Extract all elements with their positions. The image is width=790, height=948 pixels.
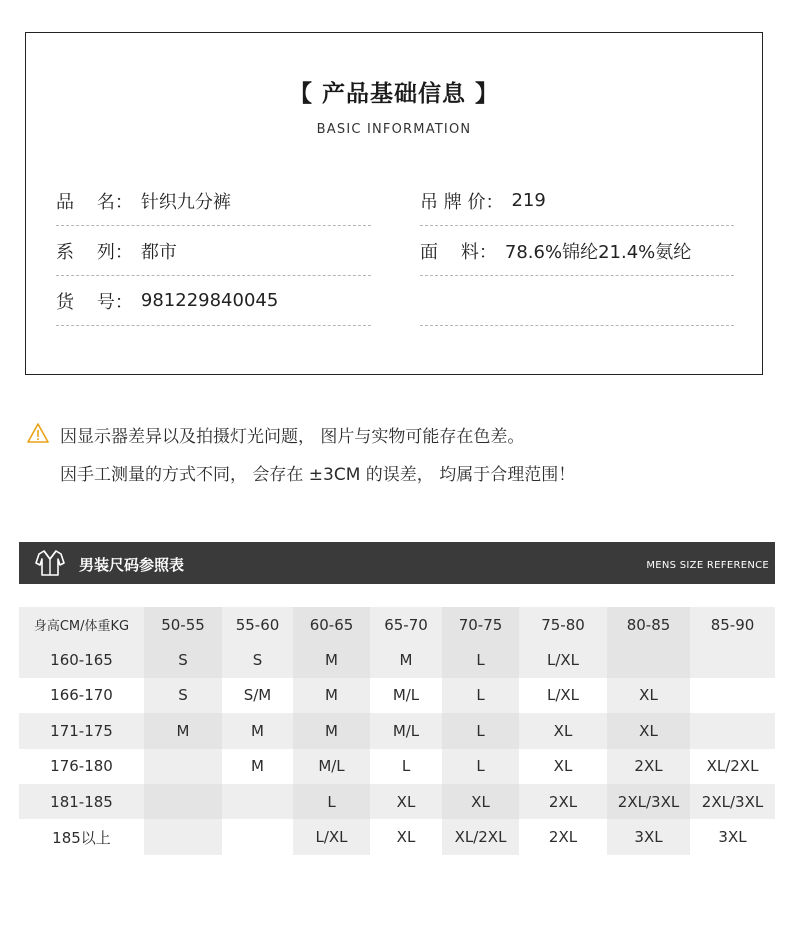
weight-header: 55-60 [222,607,293,642]
size-cell: 3XL [607,819,690,854]
size-cell: M [293,642,370,677]
size-cell: XL [519,713,607,748]
weight-header: 80-85 [607,607,690,642]
size-cell [690,713,775,748]
size-cell [144,819,222,854]
size-cell [222,784,293,819]
size-cell: L [442,749,519,784]
size-cell: XL/2XL [442,819,519,854]
size-cell: 2XL [607,749,690,784]
size-cell: XL [607,678,690,713]
info-subtitle: BASIC INFORMATION [316,122,472,137]
info-title: 【 产品基础信息 】 [288,81,499,107]
height-cell: 185以上 [19,819,144,854]
info-value: 都市 [140,241,177,263]
info-row-price [420,176,734,226]
size-cell [607,642,690,677]
weight-header: 65-70 [370,607,442,642]
size-cell: L [442,678,519,713]
info-row-fabric [420,226,734,276]
size-cell: M [370,642,442,677]
size-cell: L [293,784,370,819]
shirt-logo-icon [35,549,65,577]
size-cell: L/XL [519,678,607,713]
size-cell: M [222,713,293,748]
size-cell [144,749,222,784]
weight-header: 70-75 [442,607,519,642]
height-cell: 166-170 [19,678,144,713]
size-cell: M [293,713,370,748]
notice-text: 因手工测量的方式不同， 会存在 ±3CM 的误差， 均属于合理范围！ [60,465,576,485]
size-chart-reference: MENS SIZE REFERENCE [646,560,769,571]
info-value: 981229840045 [140,290,279,311]
size-cell: M/L [293,749,370,784]
info-label: 品 名： [56,191,133,213]
weight-header: 85-90 [690,607,775,642]
size-cell: S [144,642,222,677]
table-corner-header: 身高CM/体重KG [19,607,144,642]
product-info-box [25,32,763,375]
size-cell [690,678,775,713]
size-cell: M [144,713,222,748]
info-value: 78.6%锦纶21.4%氨纶 [504,241,692,263]
size-cell: L [370,749,442,784]
weight-header: 50-55 [144,607,222,642]
info-label: 货 号： [56,291,133,313]
height-cell: 171-175 [19,713,144,748]
info-label: 系 列： [56,241,133,263]
size-chart-title: 男装尺码参照表 [79,556,185,574]
size-cell: XL [607,713,690,748]
size-cell [144,784,222,819]
info-label: 吊 牌 价： [420,191,504,213]
size-cell [690,642,775,677]
info-value: 219 [511,190,546,211]
size-chart-header [19,542,775,584]
size-cell: M/L [370,713,442,748]
info-row-series [56,226,371,276]
size-cell: XL/2XL [690,749,775,784]
size-cell: M [222,749,293,784]
info-row-empty [420,276,734,326]
size-cell: 2XL/3XL [607,784,690,819]
size-cell: M [293,678,370,713]
info-label: 面 料： [420,241,497,263]
size-cell: S [144,678,222,713]
size-cell: S [222,642,293,677]
size-cell: L/XL [519,642,607,677]
size-cell: XL [442,784,519,819]
warning-icon [27,422,49,444]
info-value: 针织九分裤 [140,191,231,213]
weight-header: 75-80 [519,607,607,642]
size-cell: L/XL [293,819,370,854]
size-cell: L [442,713,519,748]
size-cell: XL [370,784,442,819]
height-cell: 176-180 [19,749,144,784]
info-row-sku [56,276,371,326]
size-cell [222,819,293,854]
weight-header: 60-65 [293,607,370,642]
height-cell: 181-185 [19,784,144,819]
size-cell: XL [519,749,607,784]
size-cell: M/L [370,678,442,713]
size-cell: 2XL [519,784,607,819]
notice-text: 因显示器差异以及拍摄灯光问题， 图片与实物可能存在色差。 [60,427,525,447]
info-row-name [56,176,371,226]
size-cell: 2XL/3XL [690,784,775,819]
size-cell: S/M [222,678,293,713]
size-table [19,607,775,855]
height-cell: 160-165 [19,642,144,677]
size-cell: 3XL [690,819,775,854]
size-cell: 2XL [519,819,607,854]
size-cell: L [442,642,519,677]
size-cell: XL [370,819,442,854]
